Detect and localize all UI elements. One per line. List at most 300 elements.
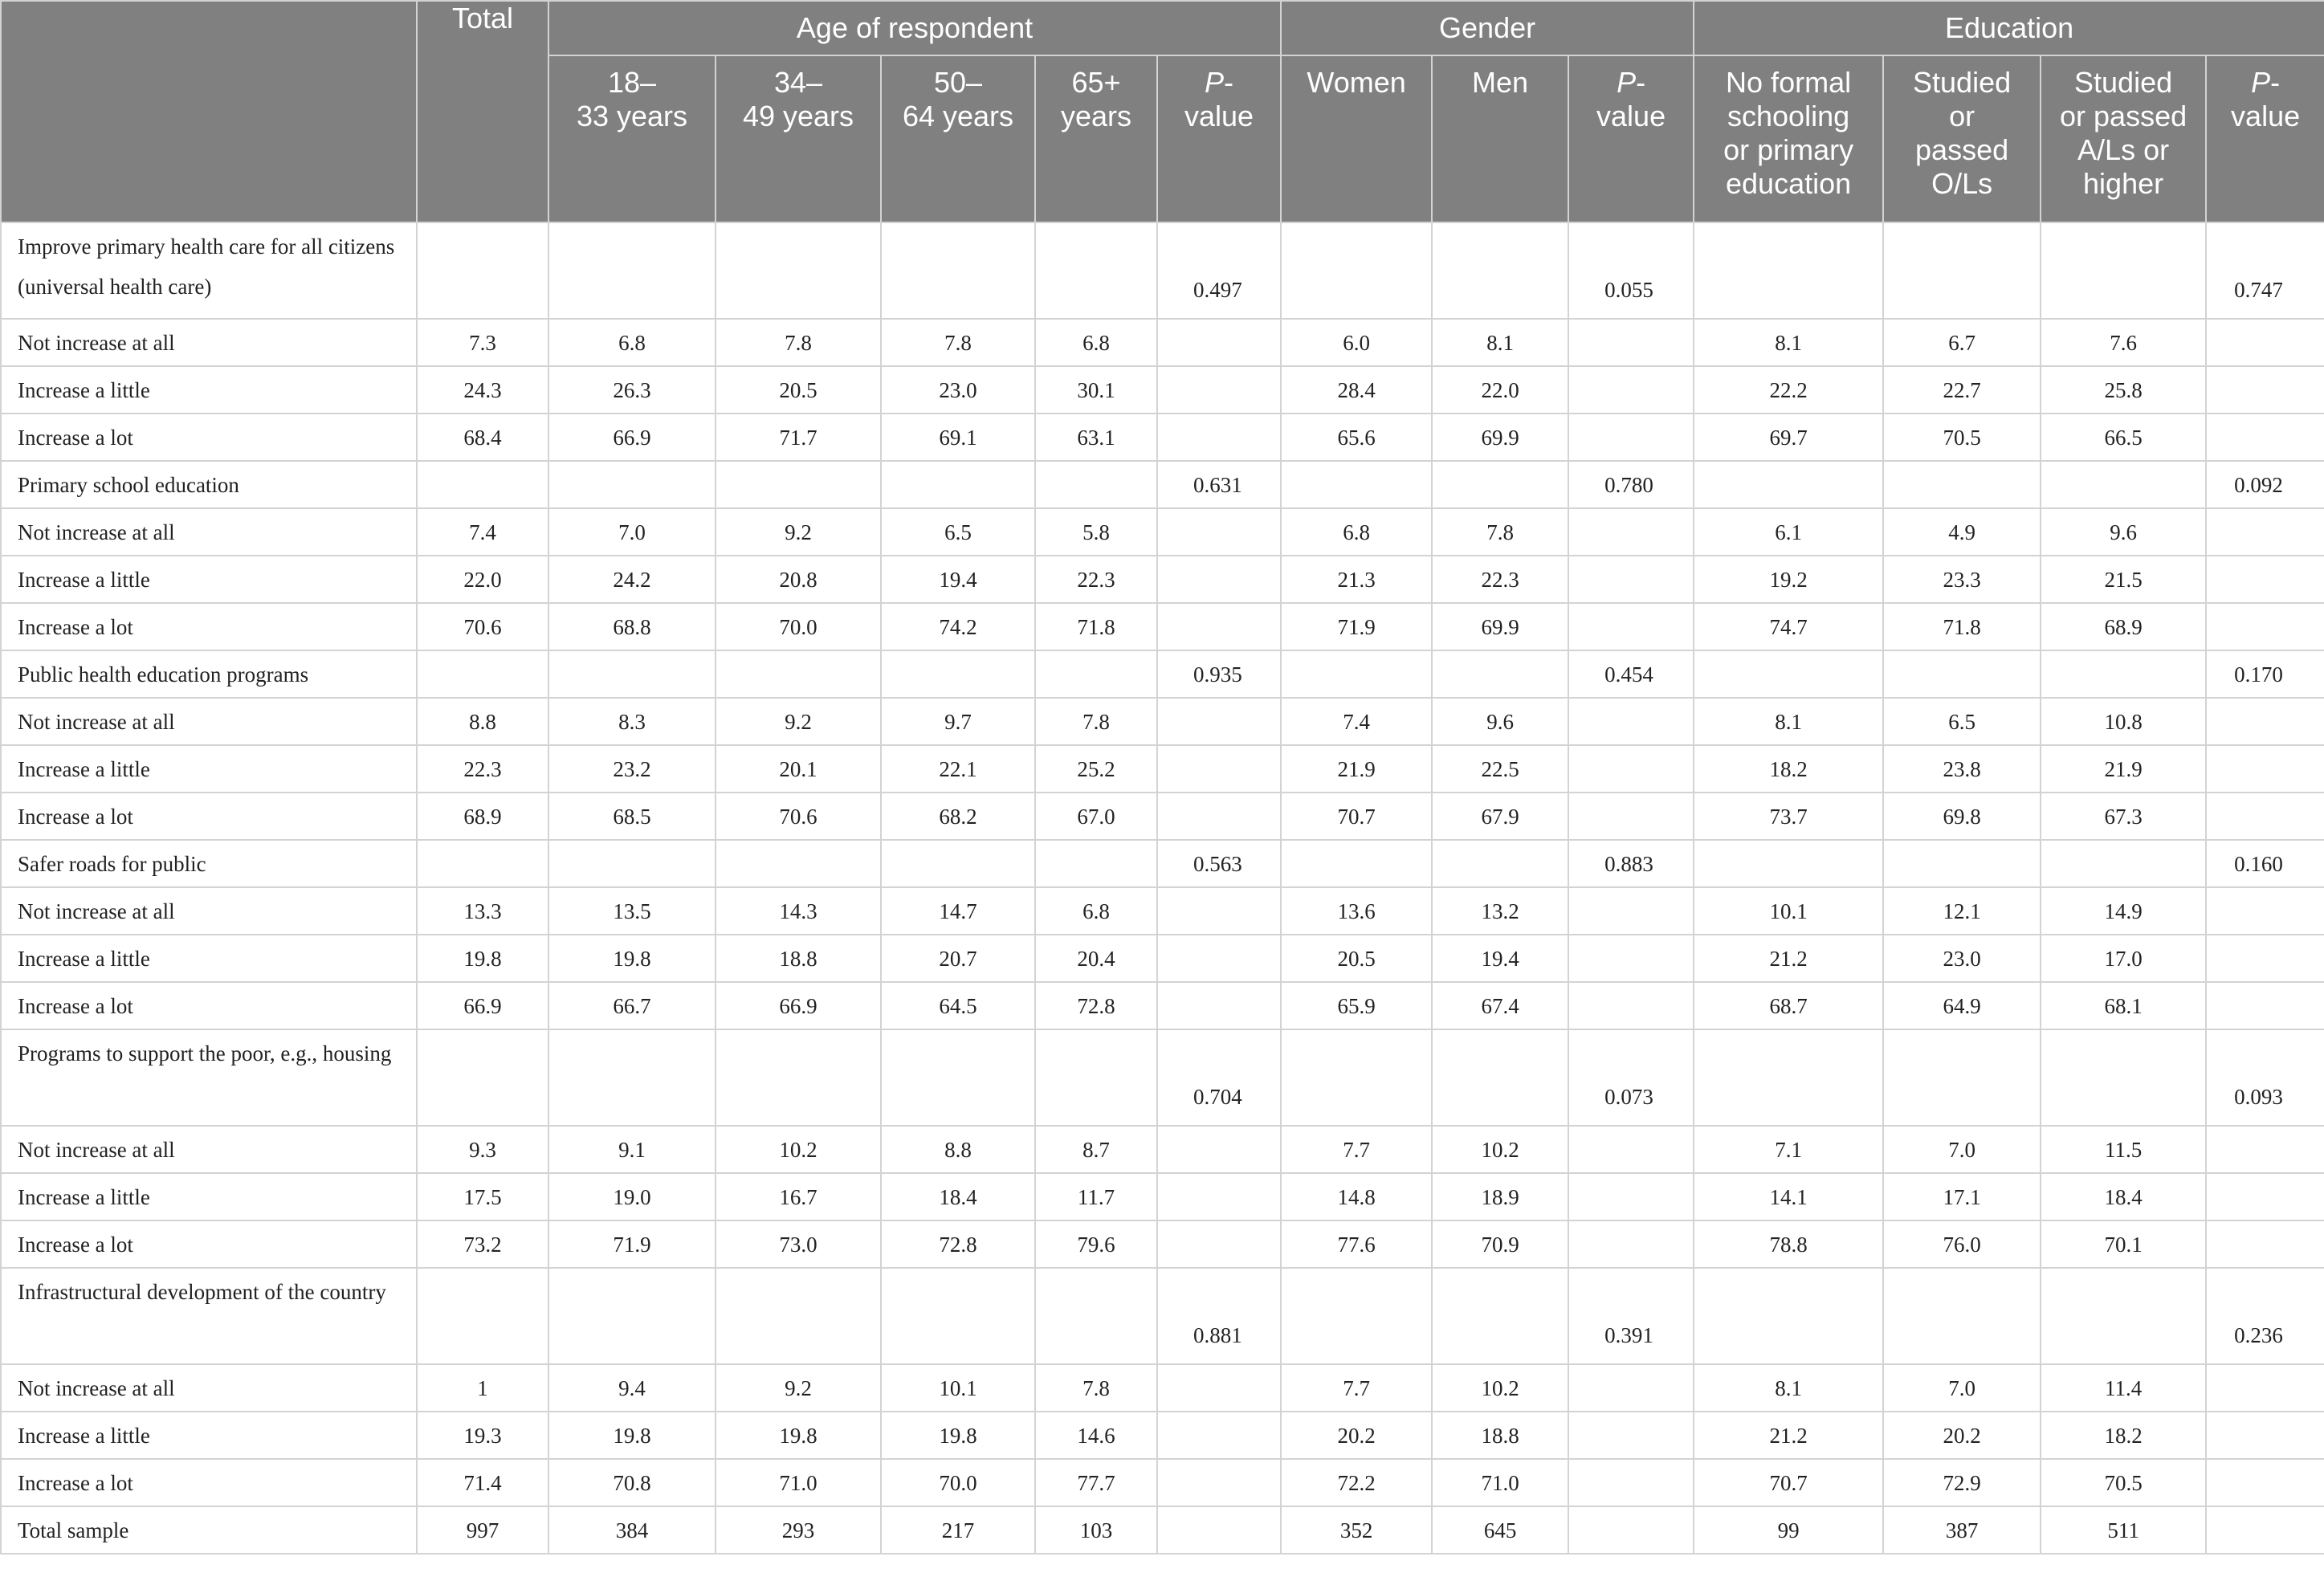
empty-cell — [2206, 1126, 2324, 1173]
col-education-1: Studied or passed O/Ls — [1883, 55, 2041, 222]
value-cell: 14.8 — [1281, 1173, 1432, 1220]
value-cell: 5.8 — [1035, 508, 1157, 556]
value-cell: 66.9 — [716, 982, 881, 1029]
empty-cell — [2206, 414, 2324, 461]
value-cell: 16.7 — [716, 1173, 881, 1220]
value-cell: 352 — [1281, 1506, 1432, 1554]
empty-cell — [1568, 1220, 1694, 1268]
p-value-cell: 0.160 — [2206, 840, 2324, 887]
value-cell: 7.8 — [881, 319, 1035, 366]
value-cell: 65.6 — [1281, 414, 1432, 461]
empty-cell — [1694, 1029, 1883, 1126]
p-value-cell: 0.704 — [1157, 1029, 1281, 1126]
value-cell: 9.6 — [2041, 508, 2206, 556]
value-cell: 73.0 — [716, 1220, 881, 1268]
table-row — [1, 698, 2324, 745]
empty-cell — [1568, 935, 1694, 982]
value-cell: 20.5 — [716, 366, 881, 414]
value-cell: 23.8 — [1883, 745, 2041, 793]
value-cell: 21.9 — [2041, 745, 2206, 793]
value-cell: 22.0 — [417, 556, 548, 603]
section-row — [1, 1268, 2324, 1364]
row-label: Increase a lot — [1, 1220, 417, 1268]
value-cell: 6.8 — [1035, 319, 1157, 366]
value-cell: 6.7 — [1883, 319, 2041, 366]
value-cell: 293 — [716, 1506, 881, 1554]
value-cell: 7.4 — [1281, 698, 1432, 745]
value-cell: 70.5 — [1883, 414, 2041, 461]
empty-cell — [1157, 1412, 1281, 1459]
value-cell: 22.1 — [881, 745, 1035, 793]
table-body — [1, 222, 2324, 1554]
value-cell: 19.3 — [417, 1412, 548, 1459]
empty-cell — [1568, 319, 1694, 366]
row-label: Increase a little — [1, 745, 417, 793]
value-cell: 11.5 — [2041, 1126, 2206, 1173]
value-cell: 78.8 — [1694, 1220, 1883, 1268]
empty-cell — [881, 222, 1035, 319]
value-cell: 22.2 — [1694, 366, 1883, 414]
empty-cell — [1157, 982, 1281, 1029]
value-cell: 19.8 — [417, 935, 548, 982]
table-row — [1, 414, 2324, 461]
empty-cell — [1157, 935, 1281, 982]
value-cell: 72.8 — [881, 1220, 1035, 1268]
value-cell: 11.7 — [1035, 1173, 1157, 1220]
empty-cell — [1883, 650, 2041, 698]
row-label: Not increase at all — [1, 1364, 417, 1412]
value-cell: 30.1 — [1035, 366, 1157, 414]
value-cell: 20.2 — [1281, 1412, 1432, 1459]
value-cell: 1 — [417, 1364, 548, 1412]
table-row — [1, 1220, 2324, 1268]
value-cell: 70.1 — [2041, 1220, 2206, 1268]
col-age-2: 50– 64 years — [881, 55, 1035, 222]
value-cell: 8.1 — [1694, 319, 1883, 366]
empty-cell — [1432, 650, 1568, 698]
empty-cell — [2206, 1173, 2324, 1220]
section-row — [1, 650, 2324, 698]
empty-cell — [1883, 1268, 2041, 1364]
row-label: Not increase at all — [1, 887, 417, 935]
value-cell: 19.2 — [1694, 556, 1883, 603]
value-cell: 71.9 — [548, 1220, 716, 1268]
col-p-value: P- value — [1568, 55, 1694, 222]
empty-cell — [1157, 698, 1281, 745]
empty-cell — [1432, 1268, 1568, 1364]
value-cell: 6.5 — [881, 508, 1035, 556]
empty-cell — [2206, 508, 2324, 556]
empty-cell — [1035, 1268, 1157, 1364]
value-cell: 71.8 — [1883, 603, 2041, 650]
empty-cell — [417, 1268, 548, 1364]
value-cell: 14.9 — [2041, 887, 2206, 935]
value-cell: 69.1 — [881, 414, 1035, 461]
value-cell: 76.0 — [1883, 1220, 2041, 1268]
table-row — [1, 745, 2324, 793]
value-cell: 20.5 — [1281, 935, 1432, 982]
empty-cell — [1432, 461, 1568, 508]
value-cell: 18.8 — [1432, 1412, 1568, 1459]
col-gender-women: Women — [1281, 55, 1432, 222]
section-row — [1, 840, 2324, 887]
value-cell: 20.8 — [716, 556, 881, 603]
table-row — [1, 1173, 2324, 1220]
value-cell: 9.7 — [881, 698, 1035, 745]
value-cell: 23.2 — [548, 745, 716, 793]
value-cell: 7.1 — [1694, 1126, 1883, 1173]
row-label: Increase a little — [1, 366, 417, 414]
empty-cell — [1432, 1029, 1568, 1126]
value-cell: 7.7 — [1281, 1364, 1432, 1412]
value-cell: 8.3 — [548, 698, 716, 745]
value-cell: 24.3 — [417, 366, 548, 414]
empty-cell — [2206, 1506, 2324, 1554]
empty-cell — [417, 650, 548, 698]
p-value-cell: 0.236 — [2206, 1268, 2324, 1364]
empty-cell — [1281, 650, 1432, 698]
empty-cell — [2206, 603, 2324, 650]
empty-cell — [716, 222, 881, 319]
value-cell: 18.9 — [1432, 1173, 1568, 1220]
empty-cell — [716, 461, 881, 508]
value-cell: 71.9 — [1281, 603, 1432, 650]
row-label: Not increase at all — [1, 1126, 417, 1173]
empty-cell — [1432, 222, 1568, 319]
empty-cell — [2206, 982, 2324, 1029]
row-label: Increase a lot — [1, 793, 417, 840]
row-label: Safer roads for public — [1, 840, 417, 887]
value-cell: 20.2 — [1883, 1412, 2041, 1459]
table-row — [1, 556, 2324, 603]
p-value-cell: 0.454 — [1568, 650, 1694, 698]
value-cell: 67.9 — [1432, 793, 1568, 840]
value-cell: 511 — [2041, 1506, 2206, 1554]
value-cell: 7.6 — [2041, 319, 2206, 366]
table-row — [1, 319, 2324, 366]
empty-cell — [1157, 745, 1281, 793]
empty-cell — [881, 650, 1035, 698]
section-row — [1, 222, 2324, 319]
empty-cell — [417, 1029, 548, 1126]
empty-cell — [2206, 1220, 2324, 1268]
value-cell: 67.4 — [1432, 982, 1568, 1029]
value-cell: 68.5 — [548, 793, 716, 840]
empty-cell — [1281, 461, 1432, 508]
value-cell: 64.5 — [881, 982, 1035, 1029]
value-cell: 9.2 — [716, 698, 881, 745]
empty-cell — [548, 222, 716, 319]
table-row — [1, 982, 2324, 1029]
empty-cell — [1568, 366, 1694, 414]
empty-cell — [1568, 603, 1694, 650]
value-cell: 70.0 — [716, 603, 881, 650]
value-cell: 72.2 — [1281, 1459, 1432, 1506]
value-cell: 73.2 — [417, 1220, 548, 1268]
value-cell: 19.8 — [548, 935, 716, 982]
value-cell: 70.9 — [1432, 1220, 1568, 1268]
row-label: Increase a little — [1, 1412, 417, 1459]
empty-cell — [2041, 840, 2206, 887]
value-cell: 13.5 — [548, 887, 716, 935]
empty-cell — [1568, 1459, 1694, 1506]
value-cell: 7.8 — [1035, 698, 1157, 745]
value-cell: 77.6 — [1281, 1220, 1432, 1268]
value-cell: 67.3 — [2041, 793, 2206, 840]
value-cell: 69.8 — [1883, 793, 2041, 840]
p-value-cell: 0.631 — [1157, 461, 1281, 508]
empty-cell — [1281, 1029, 1432, 1126]
table-row — [1, 1412, 2324, 1459]
value-cell: 79.6 — [1035, 1220, 1157, 1268]
value-cell: 18.2 — [2041, 1412, 2206, 1459]
row-label: Increase a lot — [1, 603, 417, 650]
value-cell: 9.3 — [417, 1126, 548, 1173]
value-cell: 645 — [1432, 1506, 1568, 1554]
p-value-cell: 0.092 — [2206, 461, 2324, 508]
value-cell: 7.0 — [1883, 1126, 2041, 1173]
empty-cell — [1157, 887, 1281, 935]
value-cell: 72.8 — [1035, 982, 1157, 1029]
value-cell: 22.7 — [1883, 366, 2041, 414]
value-cell: 7.3 — [417, 319, 548, 366]
value-cell: 9.1 — [548, 1126, 716, 1173]
table-row — [1, 1126, 2324, 1173]
empty-cell — [1157, 366, 1281, 414]
value-cell: 10.1 — [881, 1364, 1035, 1412]
value-cell: 17.5 — [417, 1173, 548, 1220]
empty-cell — [2206, 1459, 2324, 1506]
p-value-cell: 0.055 — [1568, 222, 1694, 319]
value-cell: 21.2 — [1694, 1412, 1883, 1459]
empty-cell — [1568, 1506, 1694, 1554]
table-row — [1, 887, 2324, 935]
value-cell: 66.5 — [2041, 414, 2206, 461]
stub-header — [1, 1, 417, 222]
empty-cell — [1035, 461, 1157, 508]
value-cell: 9.6 — [1432, 698, 1568, 745]
empty-cell — [2041, 222, 2206, 319]
empty-cell — [1035, 650, 1157, 698]
value-cell: 69.9 — [1432, 414, 1568, 461]
empty-cell — [417, 840, 548, 887]
value-cell: 6.5 — [1883, 698, 2041, 745]
group-age: Age of respondent — [548, 1, 1281, 55]
empty-cell — [548, 840, 716, 887]
empty-cell — [1883, 461, 2041, 508]
empty-cell — [1568, 887, 1694, 935]
empty-cell — [1157, 1220, 1281, 1268]
table-row — [1, 935, 2324, 982]
value-cell: 68.4 — [417, 414, 548, 461]
value-cell: 7.8 — [716, 319, 881, 366]
value-cell: 8.1 — [1432, 319, 1568, 366]
value-cell: 21.9 — [1281, 745, 1432, 793]
value-cell: 13.6 — [1281, 887, 1432, 935]
empty-cell — [716, 1029, 881, 1126]
value-cell: 7.4 — [417, 508, 548, 556]
empty-cell — [1157, 1126, 1281, 1173]
value-cell: 22.3 — [417, 745, 548, 793]
value-cell: 70.0 — [881, 1459, 1035, 1506]
row-label: Increase a little — [1, 1173, 417, 1220]
value-cell: 70.6 — [417, 603, 548, 650]
col-p-value: P- value — [1157, 55, 1281, 222]
value-cell: 20.4 — [1035, 935, 1157, 982]
empty-cell — [1568, 1412, 1694, 1459]
empty-cell — [716, 840, 881, 887]
col-age-3: 65+ years — [1035, 55, 1157, 222]
p-value-cell: 0.881 — [1157, 1268, 1281, 1364]
value-cell: 103 — [1035, 1506, 1157, 1554]
row-label: Infrastructural development of the country — [1, 1268, 417, 1364]
empty-cell — [2041, 1029, 2206, 1126]
value-cell: 9.2 — [716, 1364, 881, 1412]
value-cell: 26.3 — [548, 366, 716, 414]
value-cell: 14.6 — [1035, 1412, 1157, 1459]
value-cell: 23.0 — [1883, 935, 2041, 982]
empty-cell — [1694, 222, 1883, 319]
value-cell: 8.7 — [1035, 1126, 1157, 1173]
value-cell: 66.9 — [548, 414, 716, 461]
value-cell: 9.4 — [548, 1364, 716, 1412]
empty-cell — [881, 461, 1035, 508]
group-education: Education — [1694, 1, 2324, 55]
value-cell: 28.4 — [1281, 366, 1432, 414]
p-value-cell: 0.780 — [1568, 461, 1694, 508]
empty-cell — [1694, 461, 1883, 508]
empty-cell — [1568, 698, 1694, 745]
col-total: Total — [417, 1, 548, 222]
col-education-2: Studied or passed A/Ls or higher — [2041, 55, 2206, 222]
value-cell: 19.4 — [881, 556, 1035, 603]
empty-cell — [716, 650, 881, 698]
row-label: Increase a little — [1, 935, 417, 982]
value-cell: 217 — [881, 1506, 1035, 1554]
value-cell: 71.0 — [716, 1459, 881, 1506]
empty-cell — [1568, 1173, 1694, 1220]
p-value-cell: 0.935 — [1157, 650, 1281, 698]
empty-cell — [1157, 793, 1281, 840]
value-cell: 13.3 — [417, 887, 548, 935]
value-cell: 66.7 — [548, 982, 716, 1029]
empty-cell — [548, 1268, 716, 1364]
row-label: Not increase at all — [1, 508, 417, 556]
value-cell: 8.8 — [417, 698, 548, 745]
value-cell: 17.0 — [2041, 935, 2206, 982]
value-cell: 19.8 — [548, 1412, 716, 1459]
value-cell: 71.4 — [417, 1459, 548, 1506]
value-cell: 69.7 — [1694, 414, 1883, 461]
value-cell: 70.5 — [2041, 1459, 2206, 1506]
empty-cell — [1568, 508, 1694, 556]
empty-cell — [1568, 982, 1694, 1029]
value-cell: 6.8 — [1035, 887, 1157, 935]
empty-cell — [2206, 887, 2324, 935]
table-row — [1, 793, 2324, 840]
value-cell: 7.8 — [1035, 1364, 1157, 1412]
value-cell: 7.0 — [548, 508, 716, 556]
table-row — [1, 1459, 2324, 1506]
value-cell: 68.1 — [2041, 982, 2206, 1029]
value-cell: 10.2 — [716, 1126, 881, 1173]
table-row — [1, 508, 2324, 556]
value-cell: 6.1 — [1694, 508, 1883, 556]
value-cell: 8.1 — [1694, 1364, 1883, 1412]
table-row — [1, 603, 2324, 650]
table-header — [1, 1, 2324, 222]
value-cell: 70.8 — [548, 1459, 716, 1506]
empty-cell — [417, 222, 548, 319]
empty-cell — [881, 1029, 1035, 1126]
value-cell: 19.8 — [881, 1412, 1035, 1459]
value-cell: 6.8 — [548, 319, 716, 366]
value-cell: 19.8 — [716, 1412, 881, 1459]
section-row — [1, 1029, 2324, 1126]
value-cell: 21.3 — [1281, 556, 1432, 603]
value-cell: 21.2 — [1694, 935, 1883, 982]
row-label: Increase a lot — [1, 1459, 417, 1506]
empty-cell — [2206, 366, 2324, 414]
value-cell: 74.2 — [881, 603, 1035, 650]
value-cell: 20.1 — [716, 745, 881, 793]
empty-cell — [1883, 222, 2041, 319]
empty-cell — [2041, 650, 2206, 698]
empty-cell — [1883, 1029, 2041, 1126]
p-value-cell: 0.747 — [2206, 222, 2324, 319]
value-cell: 10.2 — [1432, 1364, 1568, 1412]
value-cell: 997 — [417, 1506, 548, 1554]
value-cell: 8.8 — [881, 1126, 1035, 1173]
col-education-0: No formal schooling or primary education — [1694, 55, 1883, 222]
p-value-cell: 0.391 — [1568, 1268, 1694, 1364]
empty-cell — [1157, 603, 1281, 650]
table-row — [1, 1506, 2324, 1554]
value-cell: 17.1 — [1883, 1173, 2041, 1220]
empty-cell — [2206, 556, 2324, 603]
value-cell: 68.2 — [881, 793, 1035, 840]
value-cell: 12.1 — [1883, 887, 2041, 935]
col-p-value: P- value — [2206, 55, 2324, 222]
value-cell: 22.3 — [1432, 556, 1568, 603]
empty-cell — [1157, 1173, 1281, 1220]
empty-cell — [548, 650, 716, 698]
value-cell: 68.9 — [2041, 603, 2206, 650]
empty-cell — [2041, 461, 2206, 508]
p-value-cell: 0.093 — [2206, 1029, 2324, 1126]
value-cell: 14.1 — [1694, 1173, 1883, 1220]
value-cell: 20.7 — [881, 935, 1035, 982]
empty-cell — [2041, 1268, 2206, 1364]
empty-cell — [1281, 1268, 1432, 1364]
value-cell: 73.7 — [1694, 793, 1883, 840]
empty-cell — [1568, 745, 1694, 793]
row-label: Not increase at all — [1, 319, 417, 366]
empty-cell — [1432, 840, 1568, 887]
empty-cell — [1157, 556, 1281, 603]
empty-cell — [2206, 698, 2324, 745]
value-cell: 387 — [1883, 1506, 2041, 1554]
empty-cell — [2206, 745, 2324, 793]
empty-cell — [2206, 319, 2324, 366]
value-cell: 11.4 — [2041, 1364, 2206, 1412]
row-label: Not increase at all — [1, 698, 417, 745]
value-cell: 13.2 — [1432, 887, 1568, 935]
empty-cell — [1157, 508, 1281, 556]
value-cell: 71.7 — [716, 414, 881, 461]
value-cell: 19.0 — [548, 1173, 716, 1220]
empty-cell — [417, 461, 548, 508]
